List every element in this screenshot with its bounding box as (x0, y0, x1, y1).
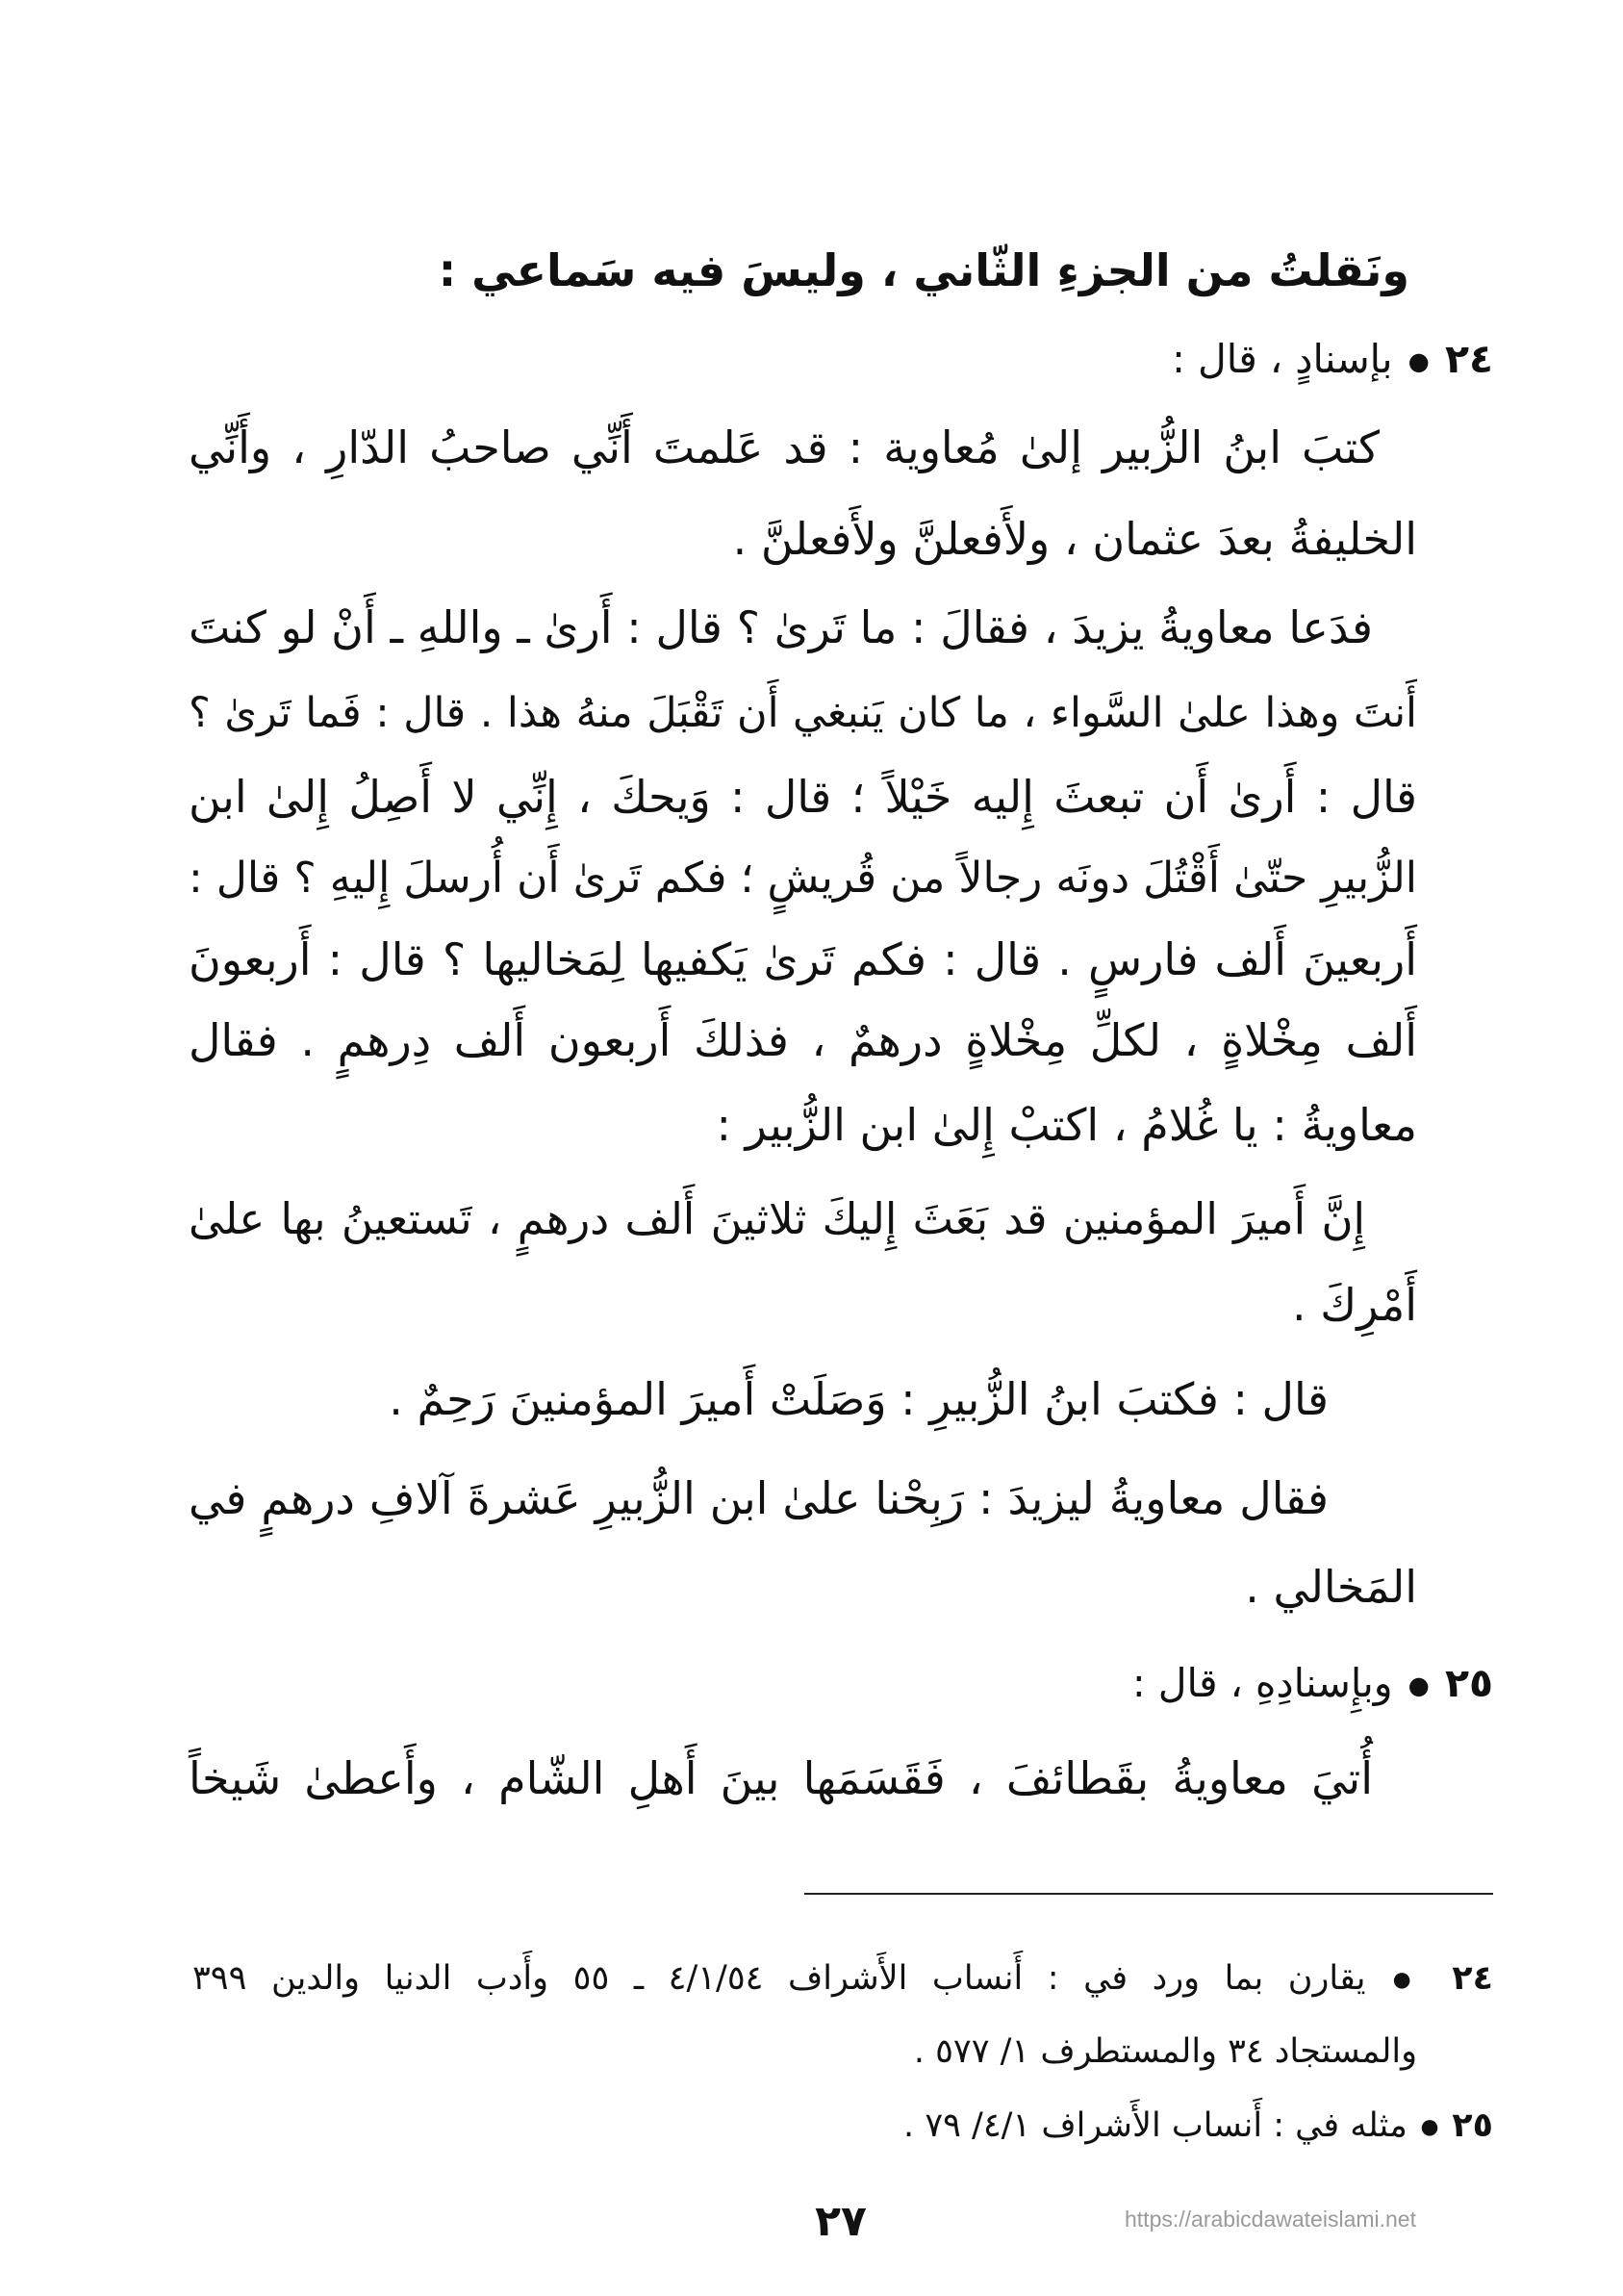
paragraph-line: أَربعينَ أَلف فارسٍ . قال : فكم تَرىٰ يَكفيها لِمَخاليها ؟ قال : أَربعونَ (189, 933, 1417, 985)
paragraph-line: الخليفةُ بعدَ عثمان ، ولأَفعلنَّ ولأَفعلنَّ . (732, 513, 1417, 565)
entry-heading (189, 320, 1493, 397)
paragraph-line: الزُّبيرِ حتّىٰ أَقْتُلَ دونَه رجالاً من قُريشٍ ؛ فكم تَرىٰ أَن أُرسلَ إِليهِ ؟ قال : (189, 854, 1417, 903)
footnote-number: ٢٤ (1452, 1959, 1493, 1998)
paragraph-line: كتبَ ابنُ الزُّبير إلىٰ مُعاوية : قد عَلمتَ أَنِّي صاحبُ الدّارِ ، وأَنِّي (189, 421, 1380, 473)
watermark-url: https://arabicdawateislami.net (1125, 2207, 1416, 2232)
footnote-number: ٢٥ (1452, 2106, 1493, 2145)
paragraph-line: أَنتَ وهذا علىٰ السَّواء ، ما كان يَنبغي أَن تَقْبَلَ منهُ هذا . قال : فَما تَرىٰ ؟ (189, 689, 1417, 737)
entry-number: ٢٤ (1444, 336, 1493, 382)
bullet-icon: ● (1392, 1968, 1426, 1993)
paragraph-line: قال : فكتبَ ابنُ الزُّبيرِ : وَصَلَتْ أَميرَ المؤمنينَ رَحِمٌ . (389, 1373, 1329, 1425)
isnad-text: وبإِسنادِهِ ، قال : (1131, 1660, 1393, 1706)
footnote-text: مثله في : أَنساب الأَشراف ٤/١/ ٧٩ . (903, 2106, 1407, 2145)
paragraph-line: إِنَّ أَميرَ المؤمنين قد بَعَثَ إِليكَ ثلاثينَ أَلف درهمٍ ، تَستعينُ بها علىٰ (189, 1193, 1365, 1244)
paragraph-line: فقال معاويةُ ليزيدَ : رَبِحْنا علىٰ ابن الزُّبيرِ عَشرةَ آلافِ درهمٍ في (189, 1472, 1329, 1524)
footnote-line (192, 1950, 1493, 2007)
paragraph-line: المَخالي . (1245, 1561, 1417, 1613)
paragraph-line: قال : أَرىٰ أَن تبعثَ إِليه خَيْلاً ؛ قال : وَيحكَ ، إِنِّي لا أَصِلُ إِلىٰ ابن (189, 771, 1417, 823)
footnote-line (192, 2097, 1493, 2155)
paragraph-line: أَمْرِكَ . (1292, 1279, 1417, 1331)
bullet-icon: ● (1420, 2115, 1439, 2140)
page-number: ٢٧ (815, 2197, 867, 2246)
paragraph-line: أَلف مِخْلاةٍ ، لكلِّ مِخْلاةٍ درهمٌ ، فذلكَ أَربعون أَلف دِرهمٍ . فقال (189, 1014, 1417, 1066)
footnote-text: يقارن بما ورد في : أَنساب الأَشراف ٤/١/٥٤ ـ ٥٥ وأَدب الدنيا والدين ٣٩٩ (192, 1959, 1366, 1998)
entry-number: ٢٥ (1444, 1660, 1493, 1706)
footnote-separator (804, 1893, 1493, 1895)
isnad-text: بإسنادٍ ، قال : (1172, 336, 1393, 382)
bullet-icon: ● (1407, 1670, 1430, 1699)
bullet-icon: ● (1407, 345, 1430, 375)
intro-line: ونَقلتُ من الجزءِ الثّاني ، وليسَ فيه سَماعي : (438, 244, 1409, 296)
footnote-line: والمستجاد ٣٤ والمستطرف ١/ ٥٧٧ . (913, 2032, 1417, 2071)
paragraph-line: أُتيَ معاويةُ بقَطائفَ ، فَقَسَمَها بينَ أَهلِ الشّام ، وأَعطىٰ شَيخاً (189, 1752, 1373, 1804)
paragraph-line: فدَعا معاويةُ يزيدَ ، فقالَ : ما تَرىٰ ؟ قال : أَرىٰ ـ واللهِ ـ أَنْ لو كنتَ (189, 601, 1373, 653)
entry-heading (189, 1645, 1493, 1722)
paragraph-line: معاويةُ : يا غُلامُ ، اكتبْ إِلىٰ ابن الزُّبير : (716, 1099, 1417, 1151)
